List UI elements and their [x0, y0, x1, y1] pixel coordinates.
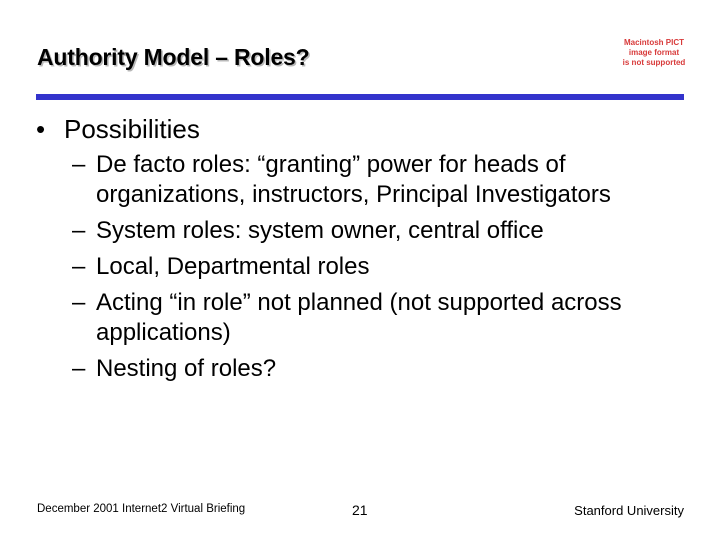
pict-line-2: image format: [628, 48, 680, 57]
sub-bullet-text: De facto roles: “granting” power for heads of organizations, instructors, Principal Investigators: [96, 151, 611, 208]
sub-bullet: [72, 216, 672, 246]
footer-event: December 2001 Internet2 Virtual Briefing: [37, 503, 246, 515]
sub-bullet-text: Nesting of roles?: [96, 355, 277, 382]
bullet-text: Possibilities: [64, 114, 200, 144]
sub-bullet: [72, 288, 672, 348]
footer-organization: Stanford University: [574, 503, 684, 518]
slide-title: Authority Model – Roles?: [37, 44, 310, 70]
sub-bullet: [72, 354, 672, 384]
sub-bullet-text: Local, Departmental roles: [96, 253, 370, 280]
page-number: 21: [352, 502, 368, 518]
sub-bullet: [72, 150, 672, 210]
pict-line-3: is not supported: [622, 58, 686, 67]
title-rule: [36, 94, 684, 100]
sub-bullet-text: Acting “in role” not planned (not supported across applications): [96, 289, 622, 346]
sub-bullet-list: [72, 150, 672, 390]
dash-marker: –: [72, 289, 86, 316]
sub-bullet-text: System roles: system owner, central office: [96, 217, 544, 244]
pict-placeholder: [622, 38, 686, 68]
dash-marker: –: [72, 151, 86, 178]
dash-marker: –: [72, 253, 86, 280]
pict-line-1: Macintosh PICT: [623, 38, 684, 47]
bullet-marker: •: [36, 114, 46, 144]
dash-marker: –: [72, 355, 86, 382]
main-bullet: [36, 114, 200, 144]
sub-bullet: [72, 252, 672, 282]
dash-marker: –: [72, 217, 86, 244]
